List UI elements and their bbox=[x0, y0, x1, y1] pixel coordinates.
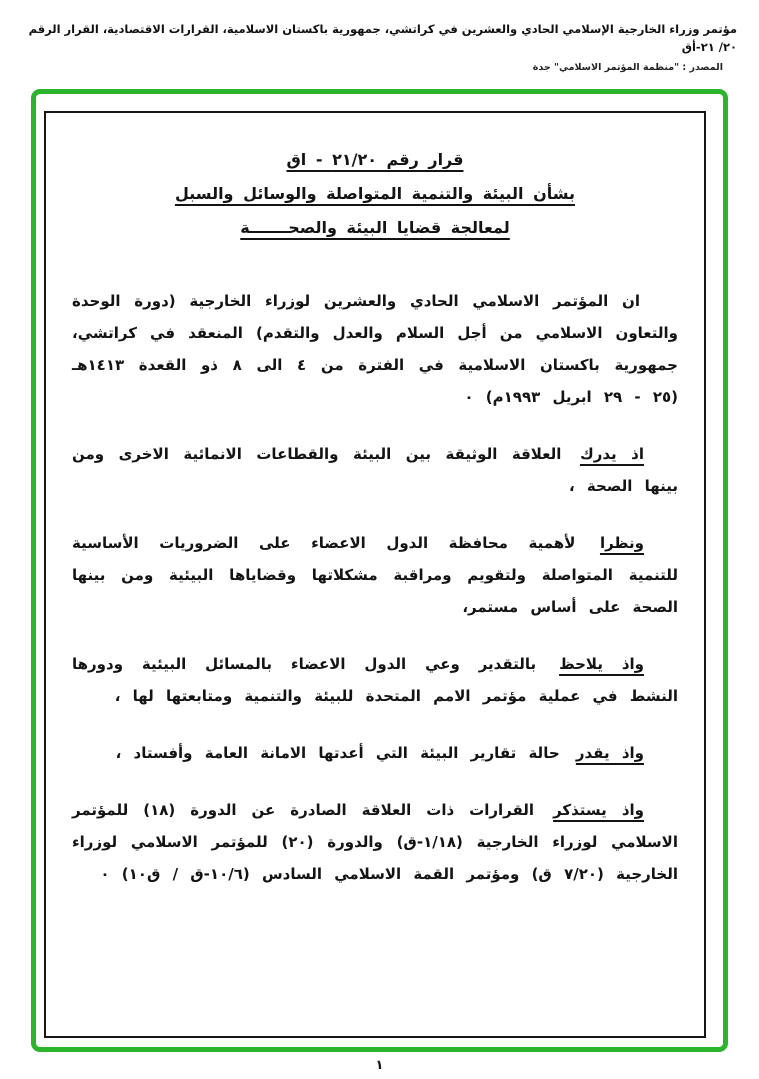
paragraph-recognizing bbox=[72, 438, 678, 502]
paragraph-lead: واذ يستذكر bbox=[553, 801, 644, 819]
paragraph-text: ان المؤتمر الاسلامي الحادي والعشرين لوزراء الخارجية (دورة الوحدة والتعاون الاسلامي من أجل السلام والعدل والتقدم) المنعقد في كراتشي، جمهورية باكستان الاسلامية في الفترة من ٤ الى ٨ ذو القعدة ١٤١٣هـ (٢٥ - ٢٩ ابريل ١٩٩٣م) ٠ bbox=[72, 292, 678, 406]
paragraph-lead: اذ يدرك bbox=[579, 445, 644, 463]
paragraph-lead: واذ يقدر bbox=[575, 744, 644, 762]
paragraph-text: حالة تقارير البيئة التي أعدتها الامانة العامة وأفستاد ، bbox=[115, 744, 560, 762]
paragraph-appreciating bbox=[72, 737, 678, 769]
resolution-subject-line: بشأن البيئة والتنمية المتواصلة والوسائل والسبل bbox=[174, 184, 576, 203]
page-number: ١ bbox=[375, 1058, 384, 1073]
paragraph-text: لأهمية محافظة الدول الاعضاء على الضروريات الأساسية للتنمية المتواصلة ولتقويم ومراقبة مشكلاتها وقضاياها البيئية ومن بينها الصحة على أساس مستمر، bbox=[72, 534, 678, 616]
header-citation-line: مؤتمر وزراء الخارجية الإسلامي الحادي والعشرين في كراتشي، جمهورية باكستان الاسلامية، القرارات الاقتصادية، القرار الرقم ٢٠/ ٢١-أق bbox=[28, 22, 737, 54]
paragraph-text: العلاقة الوثيقة بين البيئة والقطاعات الانمائية الاخرى ومن بينها الصحة ، bbox=[72, 445, 678, 495]
paragraph-lead: ونظرا bbox=[599, 534, 644, 552]
resolution-body bbox=[72, 285, 678, 890]
resolution-title-block bbox=[72, 143, 678, 245]
resolution-subject-line-2: لمعالجة قضايا البيئة والصحـــــــة bbox=[240, 218, 510, 237]
paragraph-lead: واذ يلاحظ bbox=[559, 655, 645, 673]
paragraph-preamble bbox=[72, 285, 678, 413]
paragraph-text: القرارات ذات العلاقة الصادرة عن الدورة (١٨) للمؤتمر الاسلامي لوزراء الخارجية (١/١٨-ق) والدورة (٢٠) للمؤتمر الاسلامي لوزراء الخارجية (٧/٢٠ ق) ومؤتمر القمة الاسلامي السادس (١٠/٦-ق / ق١٠) ٠ bbox=[72, 801, 678, 883]
document-content-frame bbox=[44, 111, 706, 1038]
document-header bbox=[22, 20, 737, 73]
paragraph-text: بالتقدير وعي الدول الاعضاء بالمسائل البيئية ودورها النشط في عملية مؤتمر الامم المتحدة للبيئة والتنمية ومتابعتها لها ، bbox=[72, 655, 678, 705]
header-source-line: المصدر : "منظمة المؤتمر الاسلامي" جدة bbox=[532, 62, 723, 73]
paragraph-considering bbox=[72, 527, 678, 623]
paragraph-noting bbox=[72, 648, 678, 712]
paragraph-recalling bbox=[72, 794, 678, 890]
resolution-number-line: قرار رقم ٢١/٢٠ - اق bbox=[286, 150, 464, 169]
